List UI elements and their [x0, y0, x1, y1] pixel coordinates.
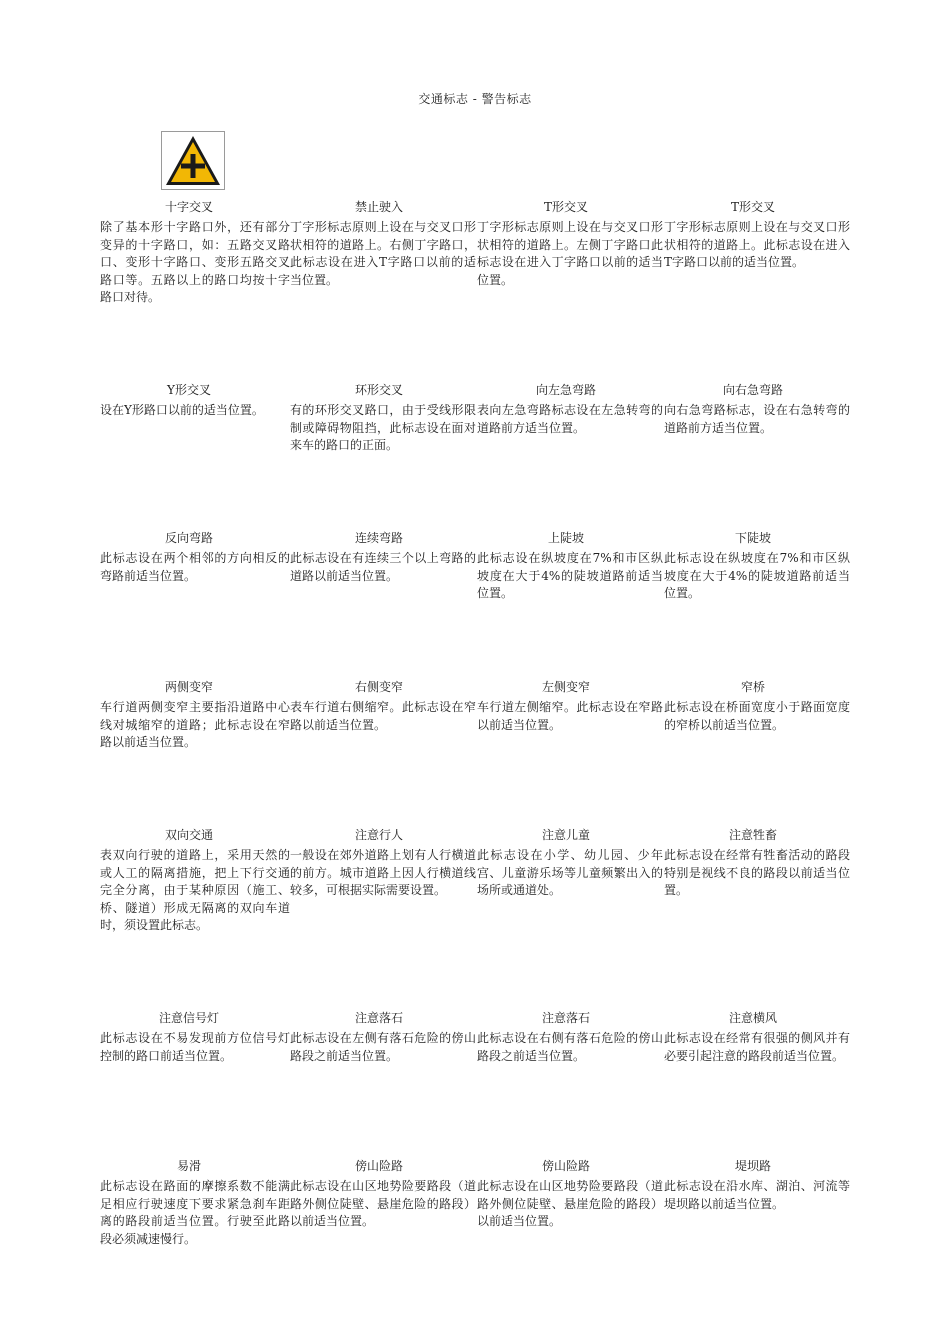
sign-entry — [290, 1010, 478, 1065]
sign-entry — [100, 530, 288, 585]
sign-title: 连续弯路 — [354, 531, 403, 545]
sign-row-5 — [100, 827, 850, 957]
sign-entry — [290, 530, 478, 585]
sign-title: 十字交叉 — [164, 200, 213, 214]
sign-description: 车行道两侧变窄主要指沿道路中心线对城缩窄的道路；此标志设在窄路以前适当位置。 — [100, 700, 290, 749]
sign-entry — [290, 382, 478, 455]
sign-title: 向右急弯路 — [722, 383, 783, 397]
sign-description: 此标志设在不易发现前方位信号灯控制的路口前适当位置。 — [100, 1031, 290, 1063]
sign-description: 此标志设在经常有很强的侧风并有必要引起注意的路段前适当位置。 — [664, 1031, 850, 1063]
sign-row-6 — [100, 1010, 850, 1140]
sign-title: T形交叉 — [730, 200, 775, 214]
sign-description: 此标志设在纵坡度在7%和市区纵坡度在大于4%的陡坡道路前适当位置。 — [664, 551, 850, 600]
sign-entry — [100, 382, 288, 420]
sign-title: Y形交叉 — [167, 383, 211, 397]
sign-description: 丁字形标志原则上设在与交叉口形状相符的道路上。右侧丁字路口，此标志设在进入T字路口以前的适当位置。 — [290, 220, 476, 287]
sign-row-4 — [100, 679, 850, 809]
sign-entry — [290, 1158, 478, 1231]
sign-title: 堤坝路 — [734, 1159, 771, 1173]
sign-entry — [477, 199, 665, 289]
sign-entry — [100, 1010, 288, 1065]
sign-description: 此标志设在路面的摩擦系数不能满足相应行驶速度下要求紧急刹车距离的路段前适当位置。行驶至此路段必须减速慢行。 — [100, 1179, 290, 1246]
sign-entry — [100, 1158, 288, 1248]
sign-entry — [477, 530, 665, 603]
sign-description: 丁字形标志原则上设在与交叉口形状相符的道路上。此标志设在进入T字路口以前的适当位置。 — [664, 220, 850, 269]
sign-entry — [290, 679, 478, 734]
sign-entry — [664, 530, 852, 603]
sign-title: 注意信号灯 — [158, 1011, 219, 1025]
sign-entry — [664, 199, 852, 272]
sign-entry — [477, 1010, 665, 1065]
sign-title: 下陡坡 — [734, 531, 771, 545]
sign-entry — [664, 679, 852, 734]
sign-description: 丁字形标志原则上设在与交叉口形状相符的道路上。左侧丁字路口此标志设在进入丁字路口以前的适当位置。 — [477, 220, 663, 287]
sign-title: 傍山险路 — [541, 1159, 590, 1173]
page-title: 交通标志 - 警告标志 — [418, 92, 532, 106]
sign-title: 窄桥 — [740, 680, 765, 694]
sign-description: 此标志设在桥面宽度小于路面宽度的窄桥以前适当位置。 — [664, 700, 850, 732]
sign-title: 反向弯路 — [164, 531, 213, 545]
sign-description: 表向左急弯路标志设在左急转弯的道路前方适当位置。 — [477, 403, 663, 435]
sign-description: 表双向行驶的道路上，采用天然的或人工的隔离措施，把上下行交通完全分离，由于某种原因（施工、桥、隧道）形成无隔离的双向车道时，须设置此标志。 — [100, 848, 290, 932]
sign-title: 注意儿童 — [541, 828, 590, 842]
sign-entry — [477, 827, 665, 900]
sign-row-2 — [100, 382, 850, 512]
sign-title: 双向交通 — [164, 828, 213, 842]
sign-title: 注意牲畜 — [728, 828, 777, 842]
sign-description: 除了基本形十字路口外，还有部分变异的十字路口，如：五路交叉路口、变形十字路口、变形五路交叉路口等。五路以上的路口均按十字路口对待。 — [100, 220, 290, 304]
sign-entry — [100, 199, 288, 307]
sign-title: 右侧变窄 — [354, 680, 403, 694]
sign-description: 向右急弯路标志，设在右急转弯的道路前方适当位置。 — [664, 403, 850, 435]
sign-description: 此标志设在两个相邻的方向相反的弯路前适当位置。 — [100, 551, 290, 583]
sign-title: 禁止驶入 — [354, 200, 403, 214]
sign-description: 此标志设在山区地势险要路段（道路外侧位陡壁、悬崖危险的路段）以前适当位置。 — [477, 1179, 663, 1228]
sign-entry — [664, 382, 852, 437]
sign-row-7 — [100, 1158, 850, 1288]
sign-title: 环形交叉 — [354, 383, 403, 397]
sign-entry — [290, 199, 478, 289]
sign-title: 上陡坡 — [547, 531, 584, 545]
sign-description: 此标志设在沿水库、湖泊、河流等堤坝路以前适当位置。 — [664, 1179, 850, 1211]
sign-row-1 — [100, 199, 850, 329]
sign-entry — [477, 382, 665, 437]
sign-entry — [100, 827, 288, 935]
sign-title: 注意落石 — [354, 1011, 403, 1025]
sign-description: 有的环形交叉路口，由于受线形限制或障碍物阻挡，此标志设在面对来车的路口的正面。 — [290, 403, 476, 452]
sign-entry — [664, 1010, 852, 1065]
sign-title: 左侧变窄 — [541, 680, 590, 694]
sign-description: 一般设在郊外道路上划有人行横道的前方。城市道路上因人行横道线较多，可根据实际需要设置。 — [290, 848, 476, 897]
sign-row-3 — [100, 530, 850, 660]
sign-title: 易滑 — [176, 1159, 201, 1173]
sign-description: 设在Y形路口以前的适当位置。 — [100, 403, 264, 417]
sign-title: 向左急弯路 — [535, 383, 596, 397]
sign-entry — [477, 679, 665, 734]
sign-description: 此标志设在有连续三个以上弯路的道路以前适当位置。 — [290, 551, 476, 583]
sign-description: 此标志设在纵坡度在7%和市区纵坡度在大于4%的陡坡道路前适当位置。 — [477, 551, 663, 600]
sign-title: 注意落石 — [541, 1011, 590, 1025]
sign-description: 此标志设在右侧有落石危险的傍山路段之前适当位置。 — [477, 1031, 663, 1063]
sign-description: 此标志设在山区地势险要路段（道路外侧位陡壁、悬崖危险的路段）以前适当位置。 — [290, 1179, 476, 1228]
sign-description: 此标志设在经常有牲畜活动的路段特别是视线不良的路段以前适当位置。 — [664, 848, 850, 897]
sign-entry — [290, 827, 478, 900]
sign-entry — [100, 679, 288, 752]
sign-description: 此标志设在小学、幼儿园、少年宫、儿童游乐场等儿童频繁出入的场所或通道处。 — [477, 848, 663, 897]
sign-title: 注意行人 — [354, 828, 403, 842]
sign-title: 傍山险路 — [354, 1159, 403, 1173]
sign-title: T形交叉 — [543, 200, 588, 214]
sign-title: 两侧变窄 — [164, 680, 213, 694]
sign-title: 注意横风 — [728, 1011, 777, 1025]
sign-description: 此标志设在左侧有落石危险的傍山路段之前适当位置。 — [290, 1031, 476, 1063]
crossroad-warning-sign-icon — [161, 131, 225, 190]
sign-entry — [664, 1158, 852, 1213]
sign-entry — [477, 1158, 665, 1231]
sign-description: 表车行道右侧缩窄。此标志设在窄路以前适当位置。 — [290, 700, 476, 732]
sign-description: 车行道左侧缩窄。此标志设在窄路以前适当位置。 — [477, 700, 663, 732]
sign-entry — [664, 827, 852, 900]
